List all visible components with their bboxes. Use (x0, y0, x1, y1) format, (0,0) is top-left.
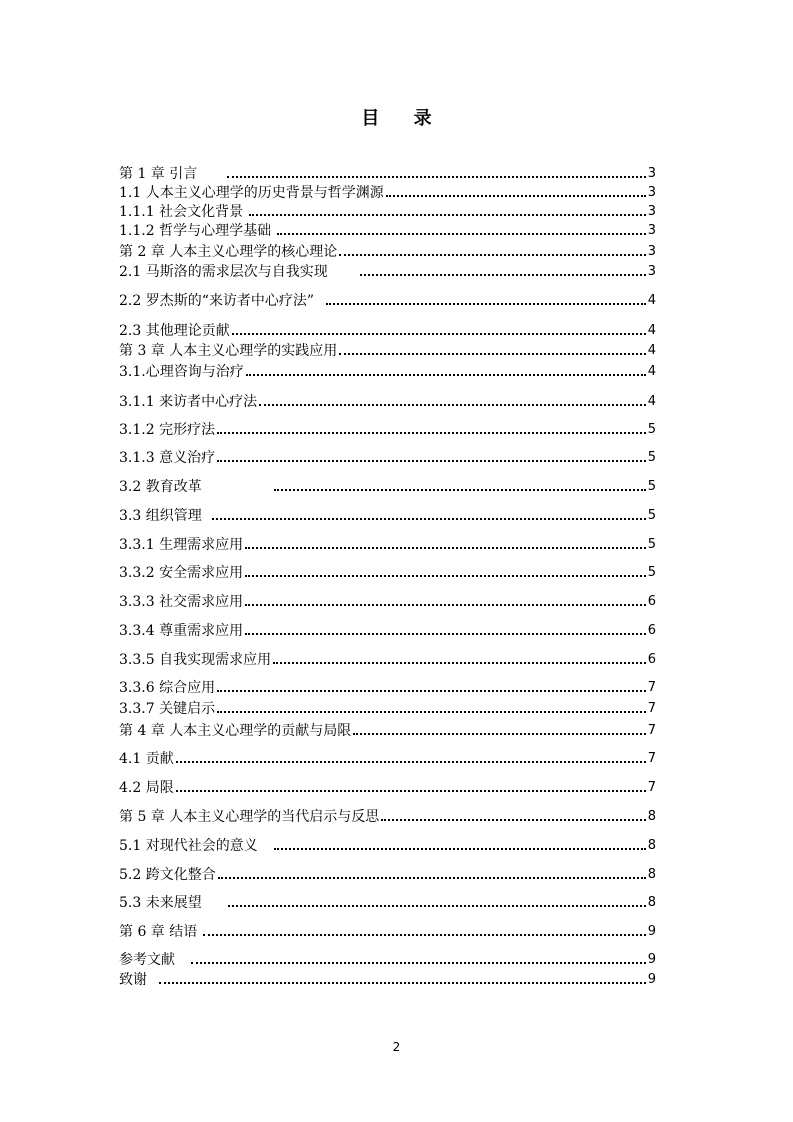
toc-entry[interactable] (119, 922, 656, 942)
toc-dot-leader (191, 962, 646, 964)
toc-entry-label: 3.3.5 自我实现需求应用 (119, 652, 272, 668)
toc-dot-leader (245, 575, 646, 577)
toc-entry-page: 5 (647, 422, 656, 437)
toc-entry-label: 3.2 教育改革 (119, 479, 202, 495)
page-number: 2 (392, 1040, 401, 1054)
toc-entry[interactable] (119, 865, 656, 885)
toc-entry[interactable] (119, 699, 656, 719)
toc-entry[interactable] (119, 183, 656, 203)
toc-entry[interactable] (119, 893, 656, 913)
toc-entry-page: 6 (647, 594, 656, 609)
toc-entry-label: 3.3.3 社交需求应用 (119, 594, 244, 610)
toc-entry-page: 6 (647, 623, 656, 638)
toc-dot-leader (212, 518, 646, 520)
toc-dot-leader (386, 195, 646, 197)
toc-entry-label: 1.1 人本主义心理学的历史背景与哲学渊源 (119, 185, 384, 201)
toc-dot-leader (176, 761, 646, 763)
toc-entry[interactable] (119, 341, 656, 361)
toc-entry[interactable] (119, 420, 656, 440)
toc-entry[interactable] (119, 535, 656, 555)
toc-dot-leader (232, 333, 646, 335)
toc-dot-leader (274, 489, 646, 491)
toc-dot-leader (360, 274, 646, 276)
toc-entry[interactable] (119, 950, 656, 970)
toc-entry-page: 7 (647, 723, 656, 738)
toc-entry-page: 8 (647, 867, 656, 882)
toc-entry-label: 3.3.2 安全需求应用 (119, 565, 244, 581)
toc-title: 目 录 (361, 108, 446, 129)
toc-entry[interactable] (119, 650, 656, 670)
toc-entry[interactable] (119, 506, 656, 526)
toc-entry[interactable] (119, 221, 656, 241)
toc-entry-label: 2.3 其他理论贡献 (119, 323, 230, 339)
toc-dot-leader (227, 176, 645, 178)
toc-entry-page: 3 (647, 166, 656, 181)
toc-dot-leader (245, 604, 646, 606)
toc-entry-label: 第 6 章 结语 (119, 924, 198, 940)
toc-entry[interactable] (119, 778, 656, 798)
toc-entry-page: 6 (647, 652, 656, 667)
toc-entry-label: 第 1 章 引言 (119, 166, 198, 182)
toc-entry[interactable] (119, 392, 656, 412)
toc-dot-leader (218, 877, 646, 879)
toc-entry-page: 3 (647, 185, 656, 200)
toc-entry[interactable] (119, 477, 656, 497)
toc-dot-leader (381, 819, 645, 821)
toc-entry-label: 4.1 贡献 (119, 751, 174, 767)
toc-entry-label: 2.1 马斯洛的需求层次与自我实现 (119, 264, 328, 280)
toc-entry-page: 8 (647, 838, 656, 853)
toc-entry-label: 5.1 对现代社会的意义 (119, 838, 258, 854)
toc-entry[interactable] (119, 202, 656, 222)
toc-entry-label: 4.2 局限 (119, 780, 174, 796)
toc-entry[interactable] (119, 970, 656, 990)
toc-entry-label: 3.3.4 尊重需求应用 (119, 623, 244, 639)
toc-dot-leader (277, 233, 646, 235)
toc-entry-label: 3.3.6 综合应用 (119, 680, 216, 696)
toc-entry-page: 9 (647, 972, 656, 987)
toc-entry-page: 5 (647, 537, 656, 552)
toc-dot-leader (228, 905, 646, 907)
toc-dot-leader (245, 633, 646, 635)
toc-dot-leader (249, 214, 646, 216)
toc-entry[interactable] (119, 721, 656, 741)
toc-entry[interactable] (119, 262, 656, 282)
toc-entry-label: 3.1.2 完形疗法 (119, 422, 216, 438)
toc-dot-leader (176, 790, 646, 792)
toc-dot-leader (246, 374, 646, 376)
toc-entry-page: 9 (647, 924, 656, 939)
toc-entry-label: 参考文献 (119, 952, 175, 968)
toc-entry-page: 3 (647, 204, 656, 219)
toc-entry-label: 第 2 章 人本主义心理学的核心理论 (119, 244, 338, 260)
toc-entry-page: 4 (647, 293, 656, 308)
toc-entry-page: 5 (647, 508, 656, 523)
toc-dot-leader (159, 982, 646, 984)
toc-entry-label: 致谢 (119, 972, 147, 988)
toc-dot-leader (217, 460, 646, 462)
toc-entry-page: 8 (647, 809, 656, 824)
toc-entry-label: 1.1.1 社会文化背景 (119, 204, 244, 220)
toc-entry-page: 7 (647, 701, 656, 716)
toc-entry-page: 5 (647, 450, 656, 465)
toc-entry-label: 第 5 章 人本主义心理学的当代启示与反思 (119, 809, 380, 825)
toc-entry-page: 4 (647, 394, 656, 409)
toc-entry-label: 5.3 未来展望 (119, 895, 202, 911)
toc-entry[interactable] (119, 678, 656, 698)
toc-entry[interactable] (119, 807, 656, 827)
toc-entry-page: 9 (647, 952, 656, 967)
toc-entry-label: 第 4 章 人本主义心理学的贡献与局限 (119, 723, 352, 739)
toc-dot-leader (353, 733, 645, 735)
toc-entry[interactable] (119, 362, 656, 382)
toc-entry-label: 2.2 罗杰斯的“来访者中心疗法” (119, 293, 315, 309)
toc-entry-page: 5 (647, 479, 656, 494)
toc-entry[interactable] (119, 563, 656, 583)
toc-dot-leader (326, 303, 646, 305)
toc-entry-page: 3 (647, 244, 656, 259)
toc-entry-label: 3.1.1 来访者中心疗法 (119, 394, 258, 410)
toc-entry-page: 5 (647, 565, 656, 580)
toc-entry-page: 7 (647, 780, 656, 795)
toc-entry-page: 7 (647, 751, 656, 766)
toc-dot-leader (339, 254, 645, 256)
toc-entry-label: 3.1.3 意义治疗 (119, 450, 216, 466)
toc-entry-page: 7 (647, 680, 656, 695)
toc-entry-label: 3.1.心理咨询与治疗 (119, 364, 244, 380)
toc-entry[interactable] (119, 242, 656, 262)
toc-dot-leader (274, 848, 646, 850)
toc-entry[interactable] (119, 321, 656, 341)
toc-entry-page: 3 (647, 223, 656, 238)
toc-entry[interactable] (119, 448, 656, 468)
toc-entry-page: 4 (647, 364, 656, 379)
toc-entry[interactable] (119, 749, 656, 769)
toc-entry[interactable] (119, 164, 656, 184)
toc-entry-label: 1.1.2 哲学与心理学基础 (119, 223, 272, 239)
toc-entry-label: 3.3.7 关键启示 (119, 701, 216, 717)
toc-entry-label: 5.2 跨文化整合 (119, 867, 216, 883)
toc-entry-label: 第 3 章 人本主义心理学的实践应用 (119, 343, 338, 359)
toc-dot-leader (217, 690, 646, 692)
toc-entry-page: 4 (647, 343, 656, 358)
toc-dot-leader (217, 432, 646, 434)
toc-entry-page: 4 (647, 323, 656, 338)
toc-entry[interactable] (119, 836, 656, 856)
toc-dot-leader (339, 353, 645, 355)
toc-dot-leader (245, 547, 646, 549)
toc-entry-page: 8 (647, 895, 656, 910)
toc-entry[interactable] (119, 621, 656, 641)
toc-entry[interactable] (119, 592, 656, 612)
toc-dot-leader (259, 404, 646, 406)
toc-entry[interactable] (119, 291, 656, 311)
toc-entry-page: 3 (647, 264, 656, 279)
toc-entry-label: 3.3 组织管理 (119, 508, 202, 524)
toc-dot-leader (203, 934, 645, 936)
toc-entry-label: 3.3.1 生理需求应用 (119, 537, 244, 553)
toc-dot-leader (217, 711, 646, 713)
toc-dot-leader (273, 662, 646, 664)
